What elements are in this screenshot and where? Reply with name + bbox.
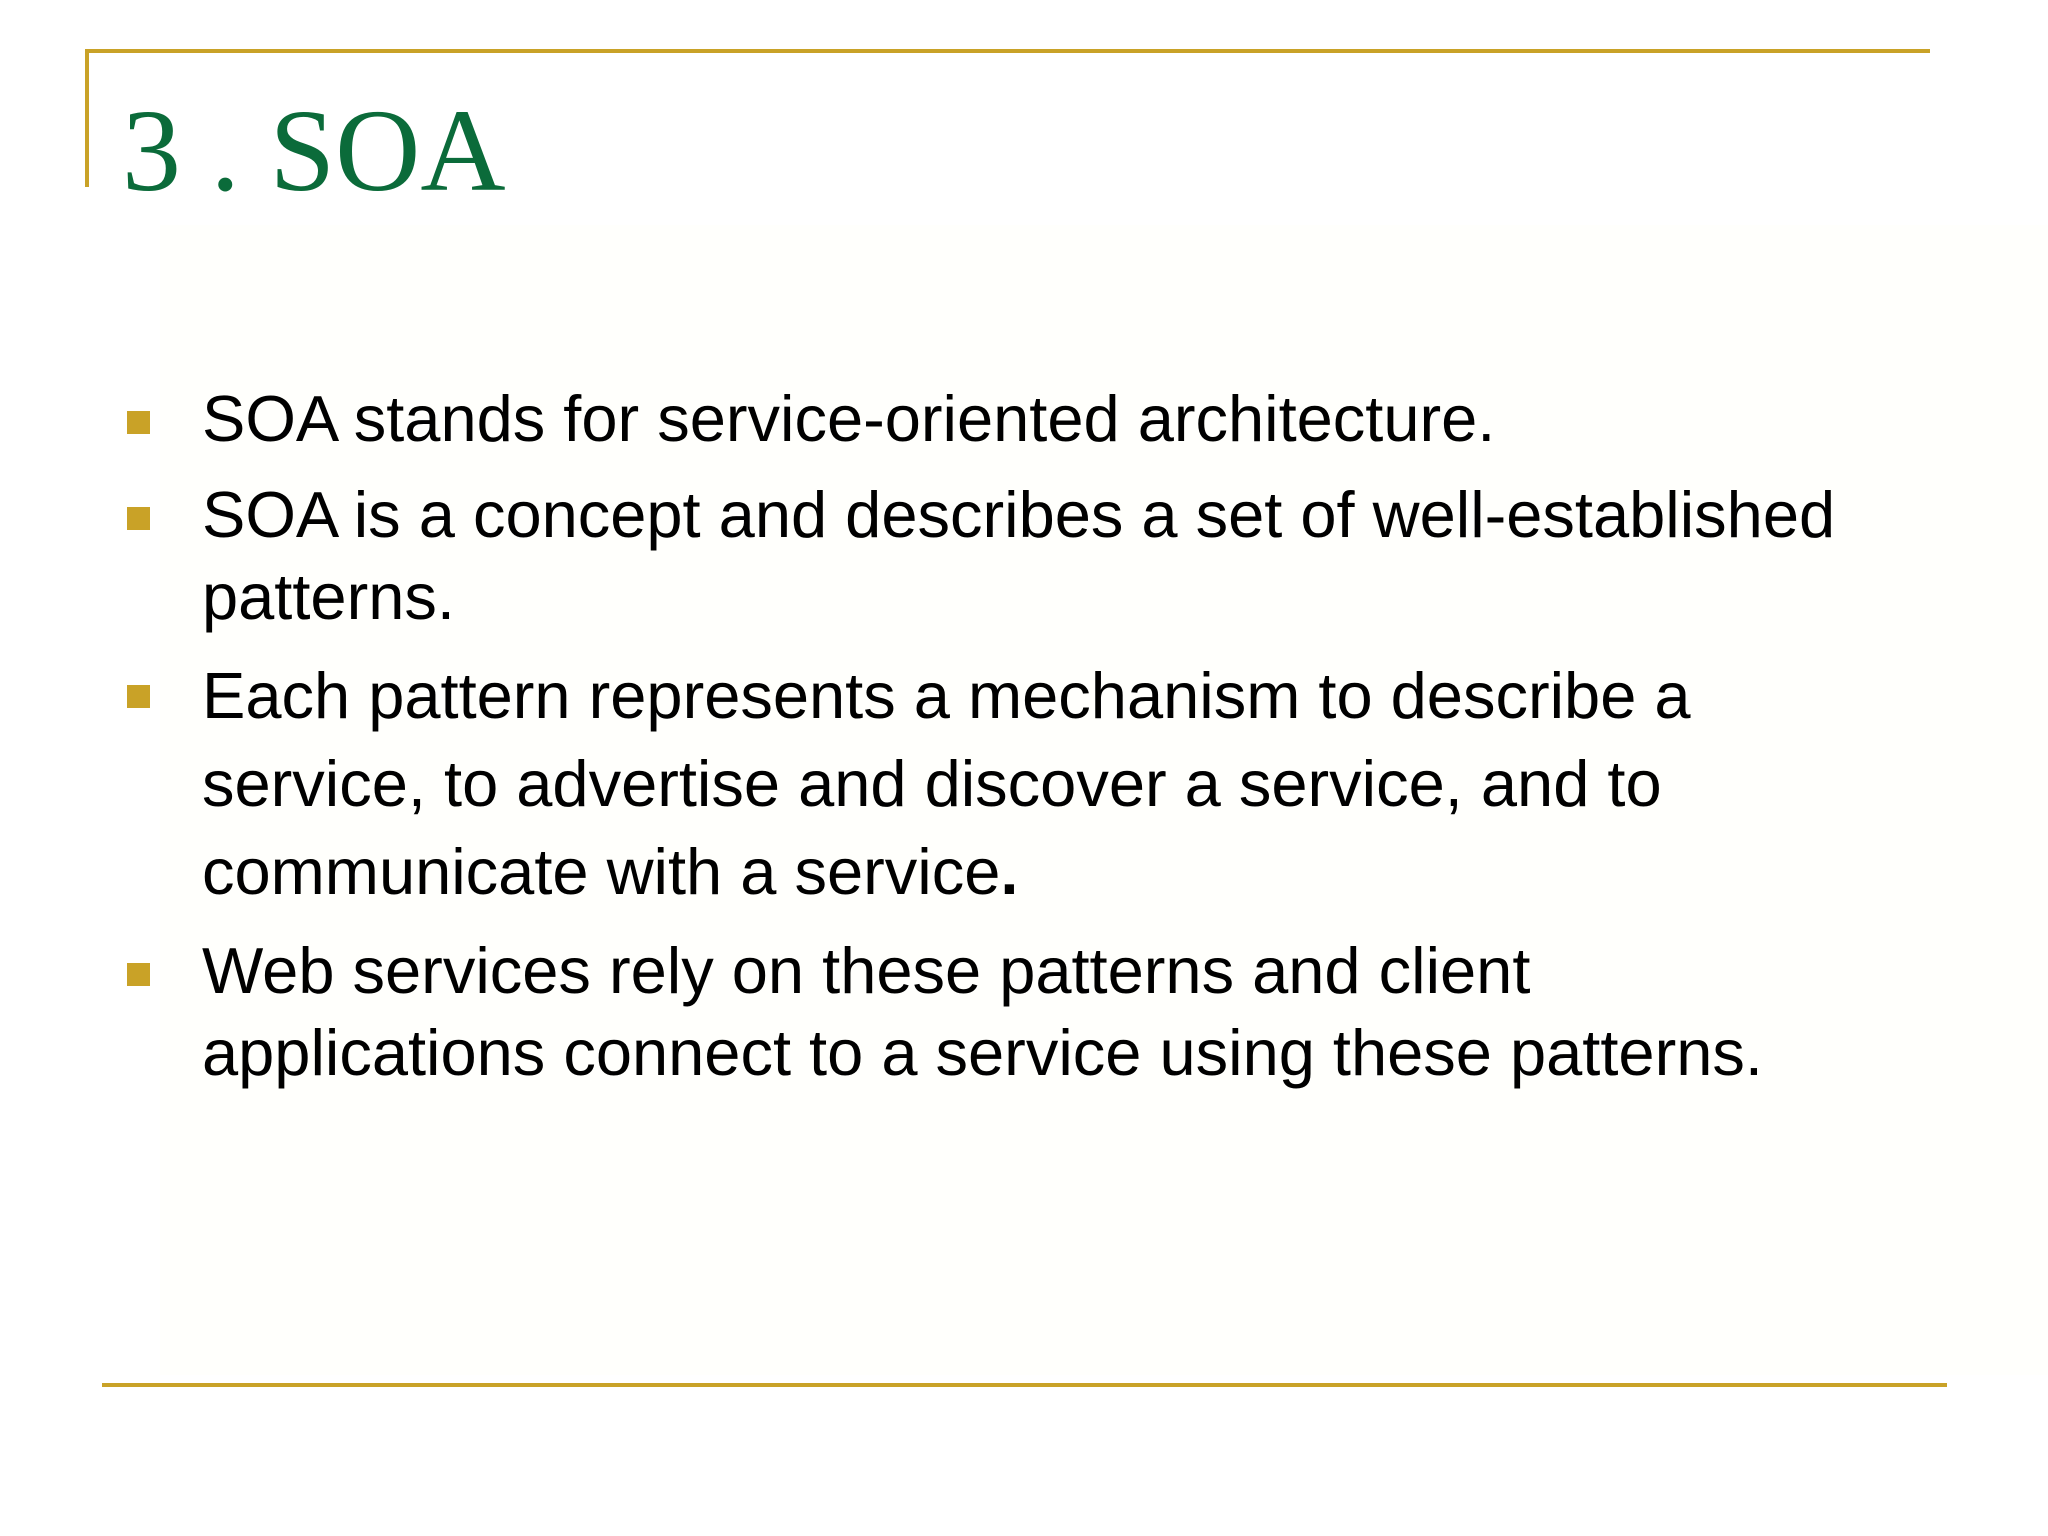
left-accent-rule	[85, 49, 89, 187]
bullet-text: Web services rely on these patterns and client applications connect to a service using these patterns.	[202, 934, 1763, 1089]
bullet-item	[125, 652, 1845, 916]
bullet-item	[125, 930, 1845, 1094]
bullet-text: Each pattern represents a mechanism to describe a service, to advertise and discover a service, and to communicate with a service.	[202, 659, 1691, 908]
bullet-end-punctuation: .	[1000, 835, 1019, 908]
bullet-list	[125, 378, 1845, 1108]
bullet-item	[125, 378, 1845, 460]
bullet-item	[125, 474, 1845, 638]
bottom-accent-rule	[102, 1383, 1947, 1387]
top-accent-rule	[85, 49, 1930, 53]
square-bullet-icon	[127, 685, 150, 708]
bullet-text: SOA is a concept and describes a set of well-established patterns.	[202, 478, 1836, 633]
square-bullet-icon	[127, 963, 150, 986]
slide-title: 3 . SOA	[122, 85, 506, 216]
square-bullet-icon	[127, 411, 150, 434]
bullet-text: SOA stands for service-oriented architecture.	[202, 382, 1496, 455]
square-bullet-icon	[127, 507, 150, 530]
